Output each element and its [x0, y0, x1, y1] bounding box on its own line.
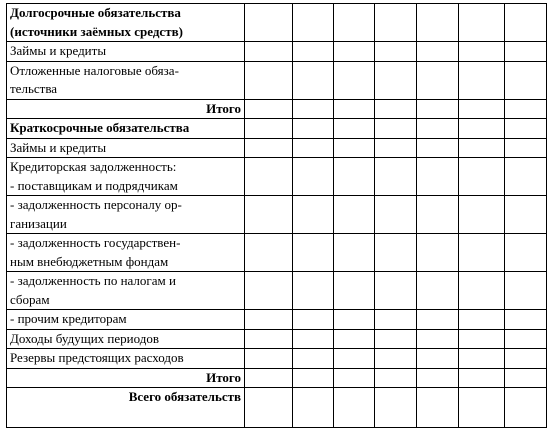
value-cell — [505, 368, 547, 388]
value-cell — [245, 99, 293, 119]
value-cell — [245, 234, 293, 272]
value-cell — [505, 272, 547, 310]
value-cell — [375, 119, 417, 139]
value-cell — [334, 310, 375, 330]
value-cell — [417, 158, 459, 196]
value-cell — [459, 272, 505, 310]
value-cell — [375, 234, 417, 272]
value-cell — [505, 119, 547, 139]
value-cell — [459, 310, 505, 330]
value-cell — [505, 310, 547, 330]
liabilities-table-body — [7, 4, 547, 428]
value-cell — [375, 310, 417, 330]
value-cell — [417, 61, 459, 99]
table-row — [7, 272, 547, 310]
value-cell — [245, 349, 293, 369]
value-cell — [245, 138, 293, 158]
value-cell — [334, 4, 375, 42]
value-cell — [293, 61, 334, 99]
value-cell — [334, 368, 375, 388]
value-cell — [293, 234, 334, 272]
row-label: Займы и кредиты — [7, 138, 245, 158]
value-cell — [375, 388, 417, 428]
value-cell — [417, 138, 459, 158]
row-label: Отложенные налоговые обяза- тельства — [7, 61, 245, 99]
value-cell — [459, 61, 505, 99]
value-cell — [417, 272, 459, 310]
value-cell — [459, 99, 505, 119]
value-cell — [505, 234, 547, 272]
value-cell — [459, 329, 505, 349]
value-cell — [459, 368, 505, 388]
value-cell — [459, 349, 505, 369]
row-label: Краткосрочные обязательства — [7, 119, 245, 139]
table-row — [7, 388, 547, 428]
row-label: - задолженность государствен- ным внебюджетным фондам — [7, 234, 245, 272]
value-cell — [245, 388, 293, 428]
table-row — [7, 61, 547, 99]
value-cell — [505, 388, 547, 428]
table-row — [7, 349, 547, 369]
row-label: Доходы будущих периодов — [7, 329, 245, 349]
value-cell — [334, 61, 375, 99]
value-cell — [375, 158, 417, 196]
value-cell — [334, 349, 375, 369]
value-cell — [245, 329, 293, 349]
table-row — [7, 99, 547, 119]
value-cell — [293, 158, 334, 196]
value-cell — [459, 119, 505, 139]
value-cell — [417, 4, 459, 42]
value-cell — [245, 4, 293, 42]
value-cell — [505, 349, 547, 369]
value-cell — [334, 234, 375, 272]
value-cell — [505, 61, 547, 99]
value-cell — [375, 4, 417, 42]
value-cell — [459, 388, 505, 428]
value-cell — [293, 388, 334, 428]
value-cell — [505, 138, 547, 158]
row-label: - прочим кредиторам — [7, 310, 245, 330]
value-cell — [245, 310, 293, 330]
value-cell — [293, 42, 334, 62]
table-row — [7, 196, 547, 234]
value-cell — [334, 138, 375, 158]
value-cell — [293, 310, 334, 330]
value-cell — [334, 272, 375, 310]
value-cell — [375, 196, 417, 234]
value-cell — [245, 196, 293, 234]
value-cell — [293, 138, 334, 158]
value-cell — [459, 196, 505, 234]
value-cell — [459, 234, 505, 272]
value-cell — [417, 196, 459, 234]
value-cell — [293, 196, 334, 234]
value-cell — [293, 272, 334, 310]
table-row — [7, 4, 547, 42]
value-cell — [505, 99, 547, 119]
value-cell — [375, 272, 417, 310]
value-cell — [375, 61, 417, 99]
table-row — [7, 310, 547, 330]
value-cell — [375, 329, 417, 349]
value-cell — [375, 42, 417, 62]
table-row — [7, 234, 547, 272]
value-cell — [417, 119, 459, 139]
value-cell — [245, 368, 293, 388]
value-cell — [334, 388, 375, 428]
table-row — [7, 368, 547, 388]
value-cell — [334, 42, 375, 62]
value-cell — [417, 368, 459, 388]
value-cell — [293, 4, 334, 42]
value-cell — [334, 158, 375, 196]
value-cell — [375, 99, 417, 119]
value-cell — [459, 42, 505, 62]
value-cell — [245, 119, 293, 139]
value-cell — [245, 272, 293, 310]
value-cell — [293, 349, 334, 369]
table-row — [7, 158, 547, 196]
value-cell — [334, 196, 375, 234]
row-label: - задолженность по налогам и сборам — [7, 272, 245, 310]
value-cell — [459, 138, 505, 158]
row-label: Резервы предстоящих расходов — [7, 349, 245, 369]
value-cell — [245, 61, 293, 99]
row-label: Займы и кредиты — [7, 42, 245, 62]
value-cell — [293, 329, 334, 349]
value-cell — [293, 368, 334, 388]
table-row — [7, 138, 547, 158]
value-cell — [505, 4, 547, 42]
value-cell — [245, 42, 293, 62]
value-cell — [459, 4, 505, 42]
row-label: Кредиторская задолженность: - поставщикам и подрядчикам — [7, 158, 245, 196]
row-label: Итого — [7, 99, 245, 119]
value-cell — [417, 234, 459, 272]
row-label: - задолженность персоналу ор- ганизации — [7, 196, 245, 234]
value-cell — [417, 310, 459, 330]
value-cell — [417, 99, 459, 119]
value-cell — [505, 196, 547, 234]
value-cell — [245, 158, 293, 196]
value-cell — [375, 138, 417, 158]
value-cell — [459, 158, 505, 196]
value-cell — [334, 329, 375, 349]
table-row — [7, 42, 547, 62]
value-cell — [293, 99, 334, 119]
value-cell — [417, 329, 459, 349]
value-cell — [505, 42, 547, 62]
value-cell — [293, 119, 334, 139]
value-cell — [505, 329, 547, 349]
value-cell — [334, 99, 375, 119]
table-row — [7, 119, 547, 139]
value-cell — [375, 349, 417, 369]
row-label: Всего обязательств — [7, 388, 245, 428]
value-cell — [334, 119, 375, 139]
value-cell — [417, 349, 459, 369]
row-label: Долгосрочные обязательства (источники заёмных средств) — [7, 4, 245, 42]
value-cell — [417, 42, 459, 62]
value-cell — [505, 158, 547, 196]
value-cell — [417, 388, 459, 428]
table-row — [7, 329, 547, 349]
value-cell — [375, 368, 417, 388]
liabilities-table — [6, 3, 547, 428]
row-label: Итого — [7, 368, 245, 388]
